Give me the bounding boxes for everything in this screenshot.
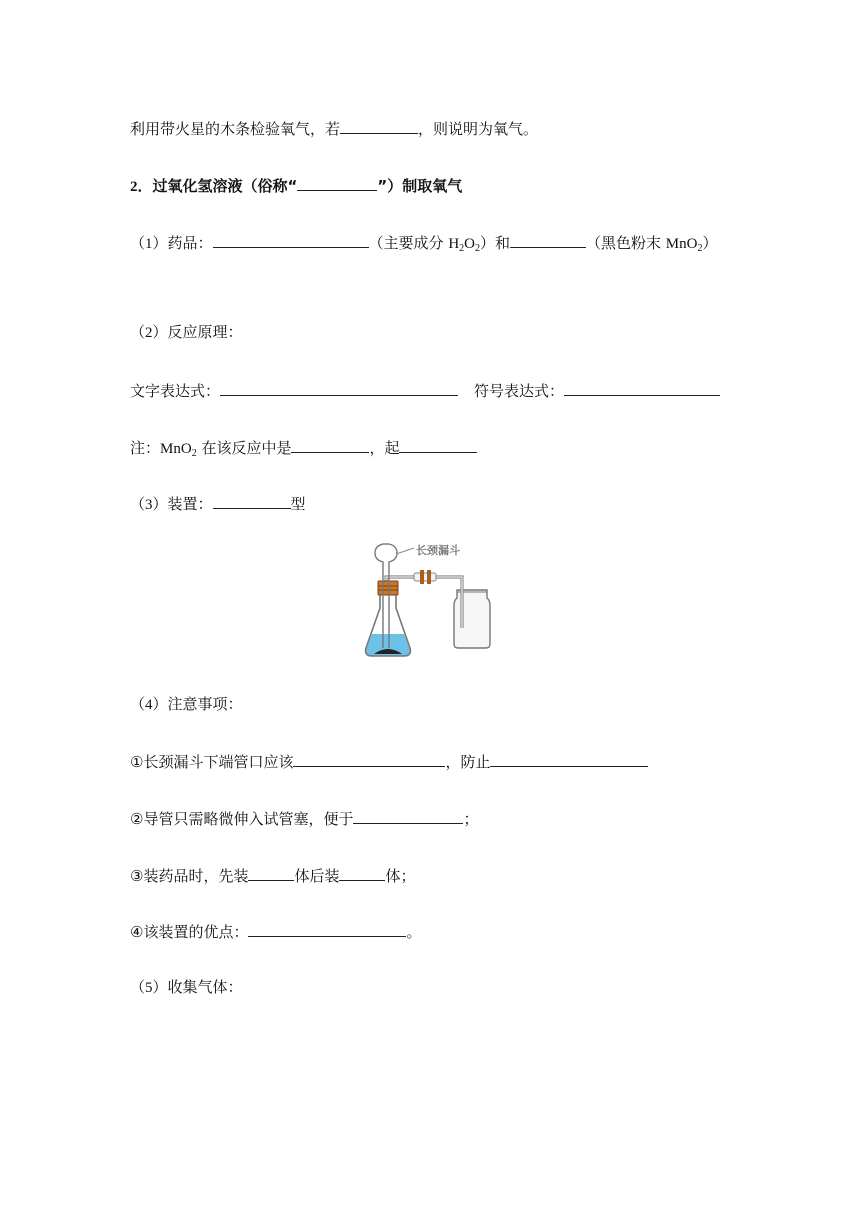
text-line-note-4: ④该装置的优点： 。 [130,923,422,941]
long-neck-funnel [375,544,383,648]
answer-blank[interactable] [564,380,720,396]
text-line-note: 注：MnO$_2$ 在该反应中是 ，起 [130,437,477,459]
text-line-note-2: ②导管只需略微伸入试管塞，便于 ； [130,810,479,828]
answer-blank[interactable] [399,437,477,453]
label-pointer [396,548,414,554]
formula-mno2: MnO$_2$ [160,441,197,459]
answer-blank[interactable] [340,118,418,134]
funnel-label: 长颈漏斗 [416,544,460,557]
formula-h2o2: $H_2O_2$ [448,236,480,254]
answer-blank[interactable] [510,232,586,248]
section-heading: 2．过氧化氢溶液（俗称“ ”）制取氧气 [130,177,463,195]
answer-blank[interactable] [339,865,385,881]
text-line-note-1: ①长颈漏斗下端管口应该 ，防止 [130,751,648,772]
text-line-note-3: ③装药品时，先装 体后装 体； [130,867,416,885]
text-line-expressions: 文字表达式： 符号表达式： [130,380,720,401]
answer-blank[interactable] [291,437,369,453]
answer-blank[interactable] [220,380,458,396]
gas-collection-bottle [454,590,490,648]
answer-blank[interactable] [490,751,648,767]
apparatus-diagram [362,536,497,664]
text-line-notes-heading: （4）注意事项： [130,695,243,713]
answer-blank[interactable] [248,865,294,881]
rubber-stopper [378,581,398,595]
answer-blank[interactable] [297,175,377,191]
text-line-reagents: （1）药品： （主要成分 $H_2O_2$）和 （黑色粉末 MnO$_2$） [130,234,718,254]
formula-mno2: MnO$_2$ [665,236,703,254]
rubber-tube-connector [414,573,436,581]
text-line-oxygen-test: 利用带火星的木条检验氧气，若 ，则说明为氧气。 [130,120,539,138]
answer-blank[interactable] [248,921,406,937]
answer-blank[interactable] [213,493,291,509]
text-line-principle: （2）反应原理： [130,323,243,341]
answer-blank[interactable] [293,751,445,767]
text-line-apparatus: （3）装置： 型 [130,495,306,513]
text-line-collect: （5）收集气体： [130,978,243,996]
answer-blank[interactable] [353,808,463,824]
answer-blank[interactable] [213,232,369,248]
